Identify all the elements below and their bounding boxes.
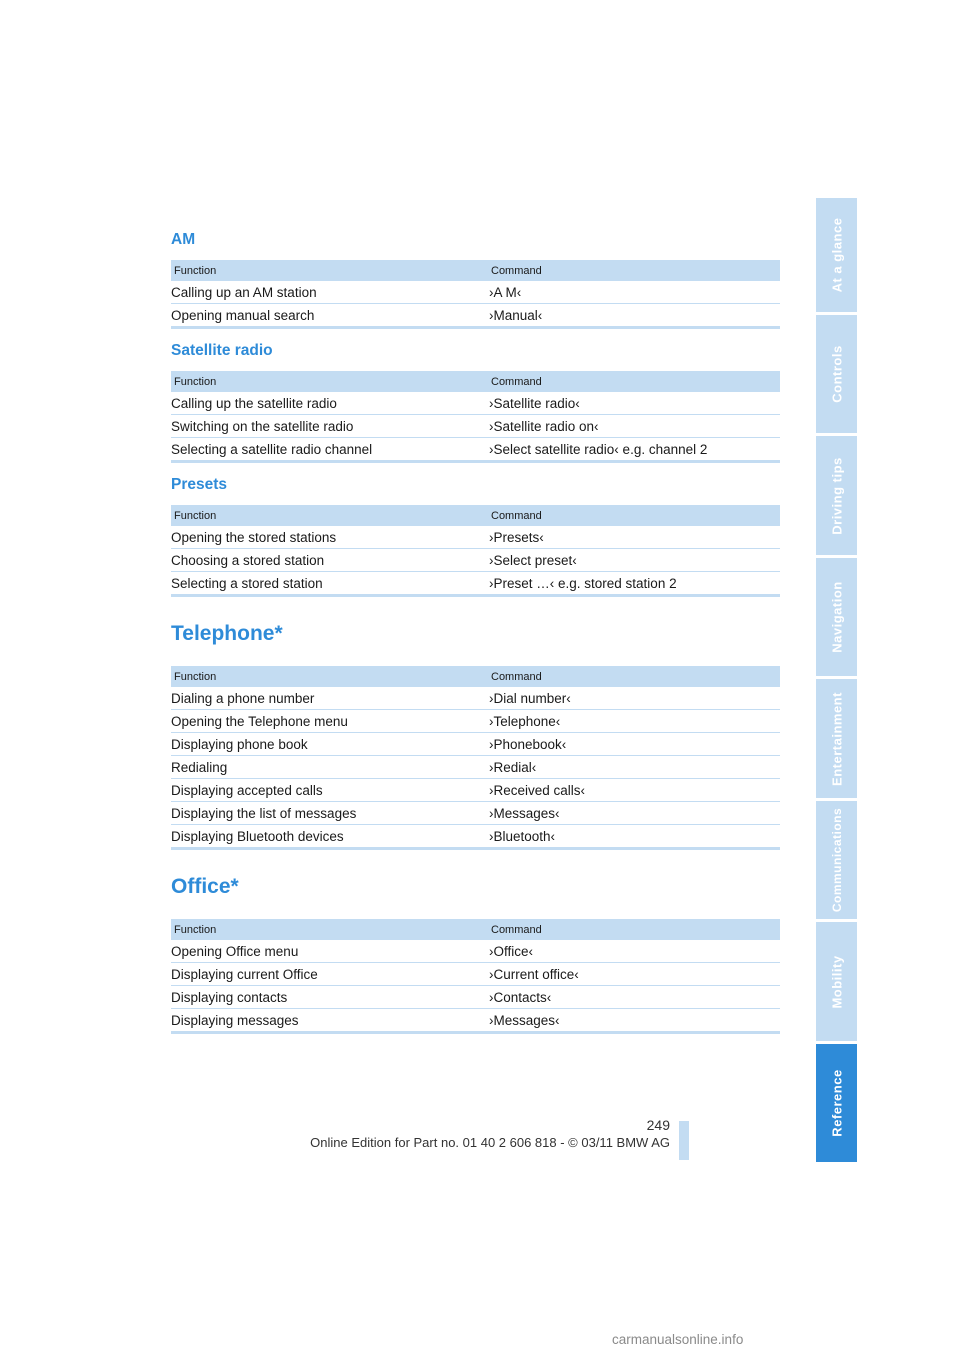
- command-cell: ›Messages‹: [489, 1012, 560, 1028]
- header-function: Function: [171, 260, 488, 281]
- chapter-index-sidebar: [816, 198, 857, 1165]
- sidebar-tab-label: Mobility: [829, 954, 844, 1009]
- section-heading-presets: Presets: [171, 476, 228, 493]
- table-row: [171, 940, 780, 963]
- command-cell: ›Messages‹: [488, 802, 780, 825]
- function-cell: Selecting a stored station: [171, 575, 323, 591]
- table-header-row: [171, 505, 780, 526]
- table-row: [171, 572, 780, 596]
- sidebar-tab-label: Driving tips: [829, 456, 844, 535]
- function-cell: Opening Office menu: [171, 940, 488, 963]
- footer-edition-text: Online Edition for Part no. 01 40 2 606 818 - © 03/11 BMW AG: [310, 1135, 670, 1150]
- command-cell: ›Office‹: [488, 940, 780, 963]
- function-cell: Calling up the satellite radio: [171, 392, 488, 415]
- sidebar-tab-mobility[interactable]: [816, 922, 857, 1041]
- watermark: carmanualsonline.info: [612, 1332, 744, 1347]
- page-marker-bar: [679, 1121, 689, 1160]
- header-function: Function: [171, 666, 488, 687]
- header-command: Command: [488, 666, 780, 687]
- table-header-row: [171, 371, 780, 392]
- table-row: [171, 415, 780, 438]
- command-cell: ›Select satellite radio‹ e.g. channel 2: [489, 441, 708, 457]
- table-row: [171, 710, 780, 733]
- command-cell: ›Dial number‹: [488, 687, 780, 710]
- section-heading-office: Office*: [171, 875, 239, 898]
- header-command: Command: [488, 371, 780, 392]
- command-cell: ›Phonebook‹: [488, 733, 780, 756]
- command-cell: ›Satellite radio‹: [488, 392, 780, 415]
- command-cell: ›Current office‹: [488, 963, 780, 986]
- section-heading-telephone: Telephone*: [171, 622, 283, 645]
- sidebar-tab-communications[interactable]: [816, 801, 857, 919]
- table-row: [171, 779, 780, 802]
- header-function: Function: [171, 371, 488, 392]
- header-function: Function: [171, 505, 488, 526]
- presets-command-table: [171, 505, 780, 597]
- function-cell: Displaying phone book: [171, 733, 488, 756]
- sidebar-tab-driving-tips[interactable]: [816, 436, 857, 555]
- table-row: [171, 687, 780, 710]
- table-row: [171, 281, 780, 304]
- sidebar-tab-label: Reference: [829, 1069, 844, 1137]
- function-cell: Displaying contacts: [171, 986, 488, 1009]
- function-cell: Opening manual search: [171, 307, 315, 323]
- table-header-row: [171, 919, 780, 940]
- page-number: 249: [646, 1117, 670, 1133]
- section-heading-am: AM: [171, 231, 196, 248]
- table-row: [171, 526, 780, 549]
- sidebar-tab-reference[interactable]: [816, 1044, 857, 1162]
- telephone-command-table: [171, 666, 780, 850]
- sidebar-tab-label: At a glance: [829, 217, 844, 293]
- command-cell: ›Telephone‹: [488, 710, 780, 733]
- table-row: [171, 802, 780, 825]
- table-row: [171, 756, 780, 779]
- sidebar-tab-entertainment[interactable]: [816, 679, 857, 798]
- function-cell: Displaying the list of messages: [171, 802, 488, 825]
- sidebar-tab-label: Entertainment: [829, 691, 844, 786]
- header-function: Function: [171, 919, 488, 940]
- sidebar-tab-label: Controls: [829, 345, 844, 403]
- header-command: Command: [488, 505, 780, 526]
- function-cell: Displaying Bluetooth devices: [171, 828, 344, 844]
- sidebar-tab-label: Communications: [829, 807, 844, 913]
- function-cell: Displaying accepted calls: [171, 779, 488, 802]
- am-command-table: [171, 260, 780, 329]
- header-command: Command: [488, 260, 780, 281]
- function-cell: Opening the stored stations: [171, 526, 488, 549]
- satellite-command-table: [171, 371, 780, 463]
- function-cell: Choosing a stored station: [171, 549, 488, 572]
- table-row: [171, 1009, 780, 1033]
- function-cell: Opening the Telephone menu: [171, 710, 488, 733]
- table-row: [171, 733, 780, 756]
- function-cell: Dialing a phone number: [171, 687, 488, 710]
- function-cell: Displaying current Office: [171, 963, 488, 986]
- table-row: [171, 963, 780, 986]
- command-cell: ›Bluetooth‹: [489, 828, 556, 844]
- command-cell: ›Preset …‹ e.g. stored station 2: [489, 575, 677, 591]
- command-cell: ›Redial‹: [488, 756, 780, 779]
- table-row: [171, 304, 780, 328]
- table-row: [171, 825, 780, 849]
- table-row: [171, 392, 780, 415]
- table-row: [171, 438, 780, 462]
- command-cell: ›Received calls‹: [488, 779, 780, 802]
- table-header-row: [171, 260, 780, 281]
- section-heading-satellite: Satellite radio: [171, 342, 273, 359]
- sidebar-tab-controls[interactable]: [816, 315, 857, 433]
- function-cell: Redialing: [171, 756, 488, 779]
- sidebar-tab-navigation[interactable]: [816, 558, 857, 676]
- command-cell: ›A M‹: [488, 281, 780, 304]
- command-cell: ›Satellite radio on‹: [488, 415, 780, 438]
- table-row: [171, 986, 780, 1009]
- function-cell: Selecting a satellite radio channel: [171, 441, 373, 457]
- table-row: [171, 549, 780, 572]
- command-cell: ›Presets‹: [488, 526, 780, 549]
- function-cell: Displaying messages: [171, 1012, 299, 1028]
- command-cell: ›Select preset‹: [488, 549, 780, 572]
- table-header-row: [171, 666, 780, 687]
- sidebar-tab-label: Navigation: [829, 581, 844, 653]
- sidebar-tab-at-a-glance[interactable]: [816, 198, 857, 312]
- function-cell: Switching on the satellite radio: [171, 415, 488, 438]
- command-cell: ›Contacts‹: [488, 986, 780, 1009]
- command-cell: ›Manual‹: [489, 307, 543, 323]
- function-cell: Calling up an AM station: [171, 281, 488, 304]
- office-command-table: [171, 919, 780, 1034]
- page-content: [171, 228, 780, 1034]
- header-command: Command: [488, 919, 780, 940]
